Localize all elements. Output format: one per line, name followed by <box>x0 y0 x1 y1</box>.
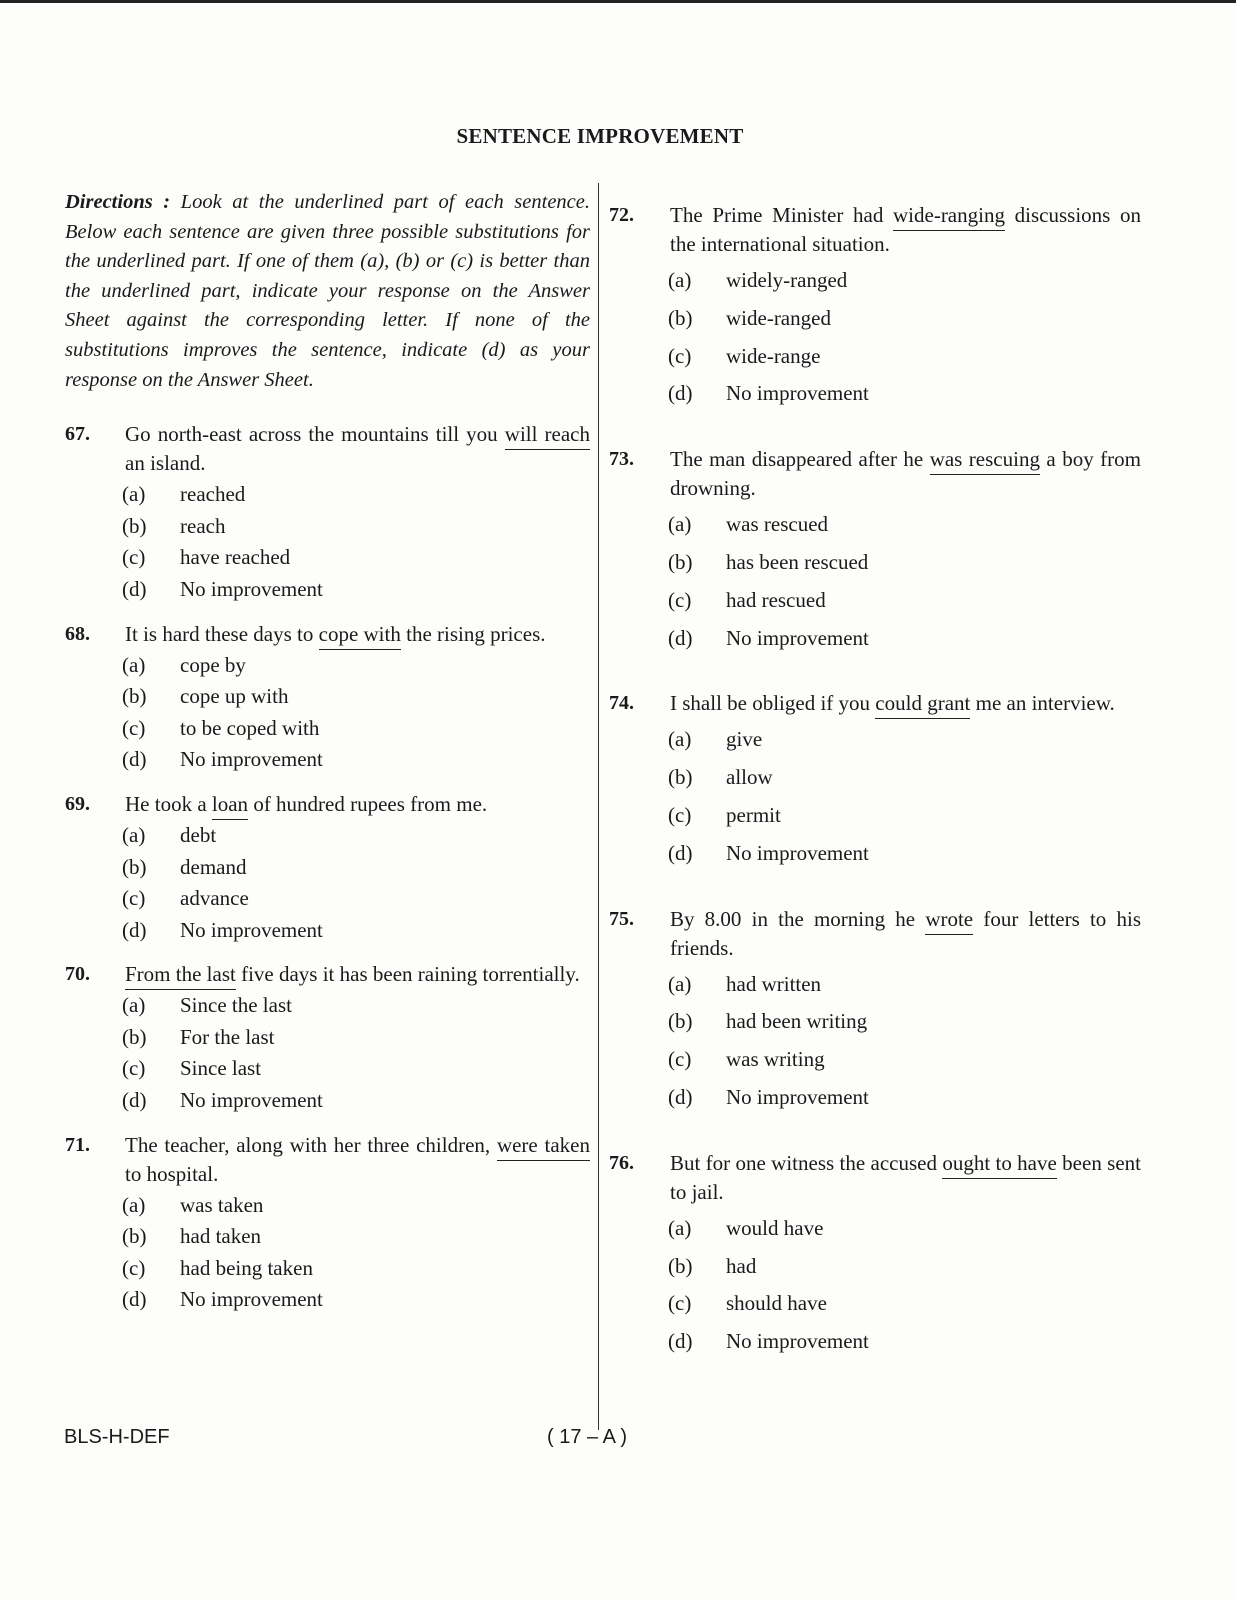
question-number: 71. <box>65 1133 90 1156</box>
question-number: 68. <box>65 622 90 645</box>
question-72 <box>609 201 1141 416</box>
option-c[interactable]: (c) advance <box>122 886 249 911</box>
question-stem: Go north-east across the mountains till you will reach an island. <box>125 422 591 476</box>
option-d[interactable]: (d) No improvement <box>668 625 869 650</box>
option-a[interactable]: (a) would have <box>668 1215 824 1240</box>
underlined-part: will reach <box>505 422 590 450</box>
option-list <box>609 509 1141 660</box>
question-73 <box>609 445 1141 660</box>
question-number: 75. <box>609 907 634 930</box>
question-68 <box>65 620 590 776</box>
question-stem: The Prime Minister had wide-ranging discussions on the international situation. <box>670 203 1141 256</box>
underlined-part: ought to have <box>942 1151 1057 1179</box>
option-d[interactable]: (d) No improvement <box>122 1287 323 1312</box>
option-b[interactable]: (b) allow <box>668 765 773 790</box>
underlined-part: were taken <box>497 1133 590 1161</box>
option-c[interactable]: (c) wide-range <box>668 343 821 368</box>
left-column <box>65 188 590 1316</box>
underlined-part: was rescuing <box>930 447 1040 475</box>
question-stem: I shall be obliged if you could grant me an interview. <box>670 689 1141 718</box>
question-69 <box>65 790 590 946</box>
option-d[interactable]: (d) No improvement <box>668 381 869 406</box>
question-stem: He took a loan of hundred rupees from me. <box>125 790 590 819</box>
option-a[interactable]: (a) debt <box>122 822 217 847</box>
question-number: 76. <box>609 1151 634 1174</box>
page-title: SENTENCE IMPROVEMENT <box>456 124 744 148</box>
option-a[interactable]: (a) reached <box>122 482 246 507</box>
option-c[interactable]: (c) permit <box>668 802 781 827</box>
underlined-part: could grant <box>875 691 970 719</box>
question-number: 74. <box>609 692 634 715</box>
option-b[interactable]: (b) had been writing <box>668 1009 868 1034</box>
directions-label: Directions : <box>65 191 171 213</box>
question-74 <box>609 689 1141 875</box>
booklet-code: BLS-H-DEF <box>64 1426 170 1448</box>
directions <box>65 188 590 395</box>
option-b[interactable]: (b) demand <box>122 854 247 879</box>
option-b[interactable]: (b) wide-ranged <box>668 305 831 330</box>
option-c[interactable]: (c) had rescued <box>668 587 826 612</box>
option-list <box>65 820 590 946</box>
directions-text: Look at the underlined part of each sentence. Below each sentence are given three possible substitutions for the underlined part. If one of them (a), (b) or (c) is better than the underlined part, indicate your response on the Answer Sheet against the corresponding letter. If none of the substitutions improves the sentence, indicate (d) as your response on the Answer Sheet. <box>65 191 590 391</box>
option-a[interactable]: (a) had written <box>668 971 822 996</box>
question-stem: The man disappeared after he was rescuing a boy from drowning. <box>670 447 1141 501</box>
option-b[interactable]: (b) has been rescued <box>668 549 869 574</box>
question-stem: It is hard these days to cope with the rising prices. <box>125 620 590 649</box>
question-number: 67. <box>65 423 90 446</box>
question-75 <box>609 905 1141 1120</box>
question-number: 69. <box>65 792 90 815</box>
question-71 <box>65 1131 590 1316</box>
option-d[interactable]: (d) No improvement <box>122 917 323 942</box>
question-number: 70. <box>65 963 90 986</box>
question-76 <box>609 1149 1141 1364</box>
option-b[interactable]: (b) For the last <box>122 1024 275 1049</box>
underlined-part: loan <box>212 792 248 820</box>
option-c[interactable]: (c) to be coped with <box>122 715 320 740</box>
question-stem: The teacher, along with her three children, were taken to hospital. <box>125 1132 590 1186</box>
option-b[interactable]: (b) had taken <box>122 1224 262 1249</box>
underlined-part: cope with <box>319 622 401 650</box>
question-stem: From the last five days it has been raining torrentially. <box>125 960 590 989</box>
column-divider <box>598 183 599 1430</box>
question-67 <box>65 420 590 605</box>
option-c[interactable]: (c) was writing <box>668 1047 825 1072</box>
option-c[interactable]: (c) Since last <box>122 1056 262 1081</box>
option-d[interactable]: (d) No improvement <box>668 840 869 865</box>
option-list <box>609 969 1141 1120</box>
question-stem: But for one witness the accused ought to have been sent to jail. <box>670 1150 1141 1204</box>
option-b[interactable]: (b) cope up with <box>122 684 289 709</box>
underlined-part: From the last <box>125 962 236 990</box>
option-list <box>65 990 590 1116</box>
top-rule <box>0 0 1236 3</box>
option-b[interactable]: (b) had <box>668 1253 757 1278</box>
underlined-part: wrote <box>925 907 973 935</box>
option-d[interactable]: (d) No improvement <box>122 1088 323 1113</box>
option-a[interactable]: (a) was taken <box>122 1192 264 1217</box>
option-a[interactable]: (a) was rescued <box>668 512 829 537</box>
option-d[interactable]: (d) No improvement <box>668 1329 869 1354</box>
option-list <box>609 265 1141 416</box>
option-list <box>65 479 590 605</box>
option-a[interactable]: (a) give <box>668 727 763 752</box>
question-number: 72. <box>609 204 634 226</box>
right-column <box>609 201 1141 1364</box>
option-c[interactable]: (c) had being taken <box>122 1255 313 1280</box>
option-d[interactable]: (d) No improvement <box>122 576 323 601</box>
option-c[interactable]: (c) should have <box>668 1291 827 1316</box>
question-stem: By 8.00 in the morning he wrote four letters to his friends. <box>670 906 1141 960</box>
option-a[interactable]: (a) Since the last <box>122 993 292 1018</box>
option-b[interactable]: (b) reach <box>122 513 226 538</box>
option-c[interactable]: (c) have reached <box>122 545 291 570</box>
option-a[interactable]: (a) widely-ranged <box>668 268 848 292</box>
question-70 <box>65 960 590 1116</box>
option-a[interactable]: (a) cope by <box>122 652 246 677</box>
option-list <box>65 650 590 776</box>
question-number: 73. <box>609 448 634 471</box>
option-list <box>609 724 1141 875</box>
option-d[interactable]: (d) No improvement <box>668 1084 869 1109</box>
option-list <box>609 1213 1141 1364</box>
option-list <box>65 1190 590 1316</box>
underlined-part: wide-ranging <box>893 203 1005 231</box>
option-d[interactable]: (d) No improvement <box>122 747 323 772</box>
page-number: ( 17 – A ) <box>547 1426 628 1448</box>
